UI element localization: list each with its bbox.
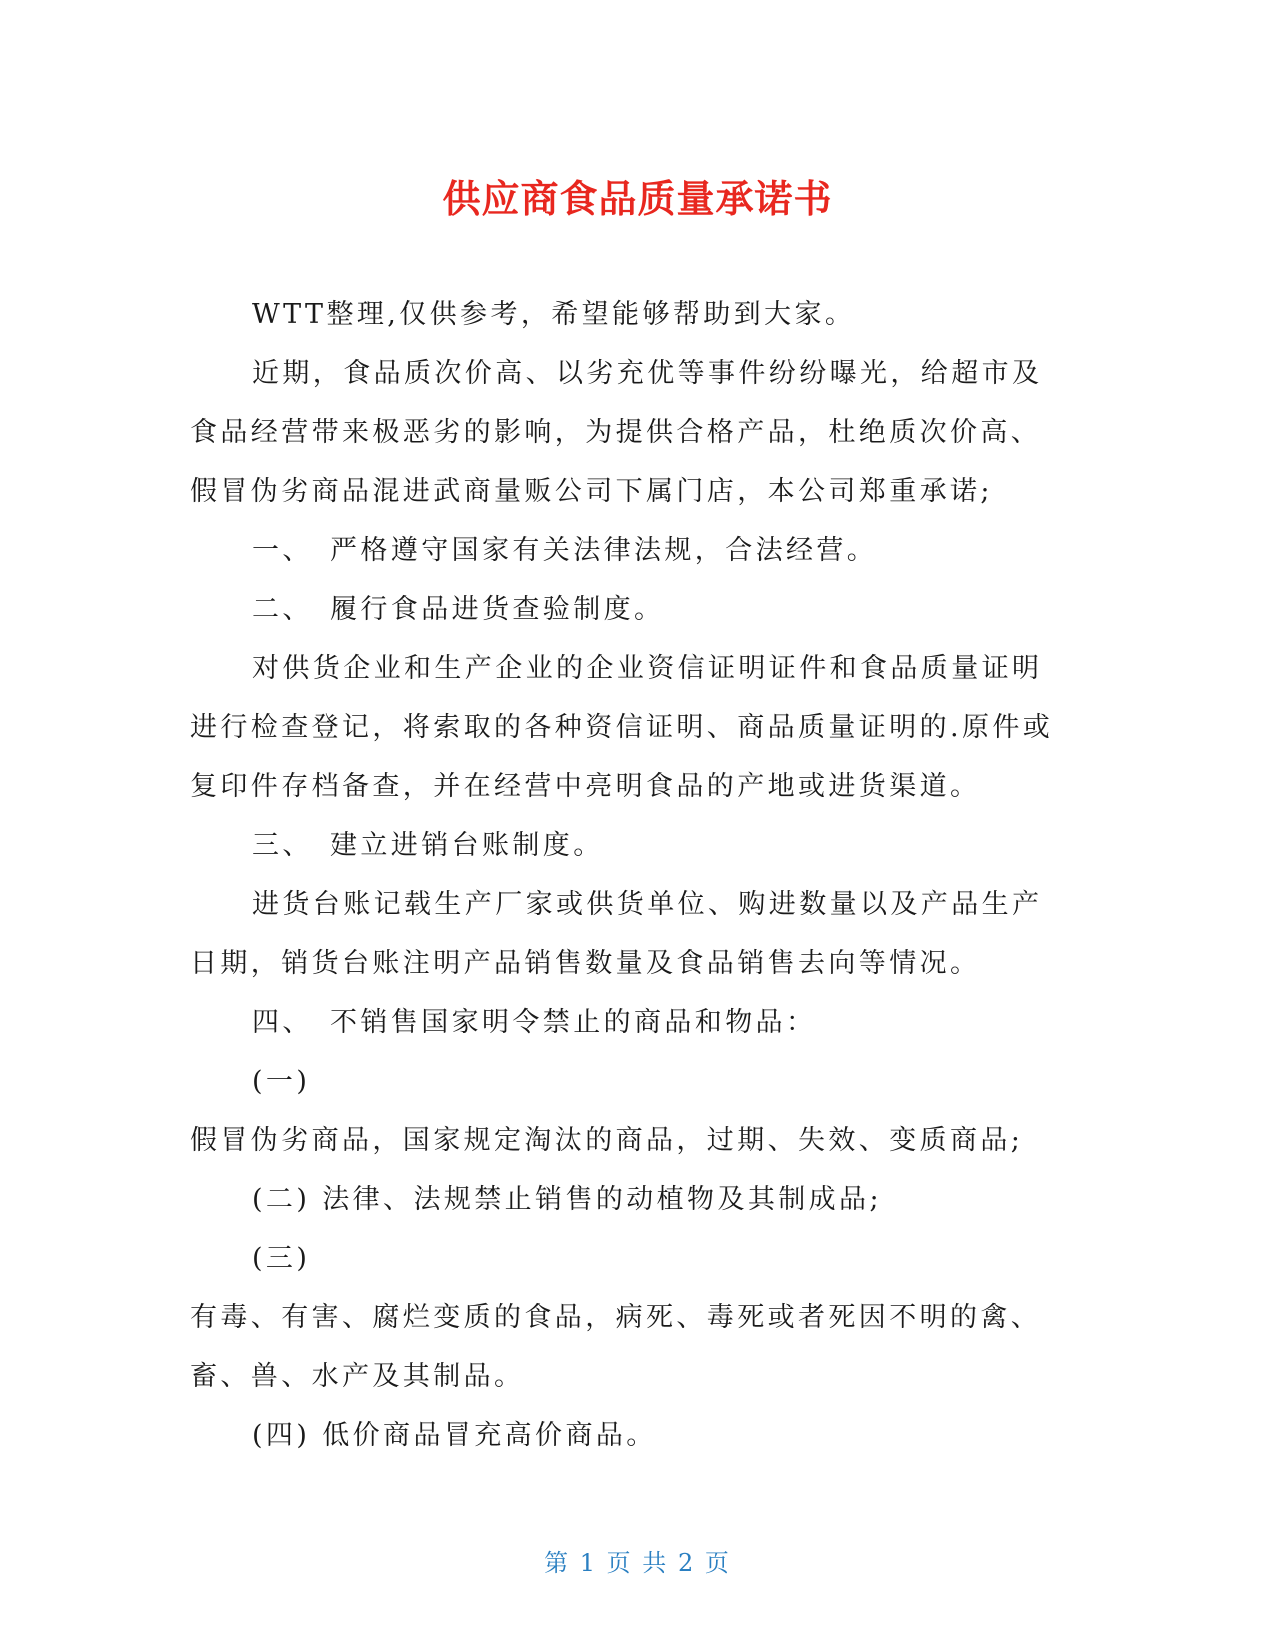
numbered-item — [190, 1003, 1090, 1062]
paragraph-line: (四) 低价商品冒充高价商品。 — [252, 1420, 657, 1451]
paragraph-line: 进货台账记载生产厂家或供货单位、购进数量以及产品生产 — [252, 889, 1043, 920]
paragraph-line: WTT整理,仅供参考，希望能够帮助到大家。 — [252, 299, 856, 330]
paragraph-line: 假冒伪劣商品，国家规定淘汰的商品，过期、失效、变质商品; — [190, 1125, 1024, 1156]
item-number: 四、 — [252, 1007, 313, 1038]
item-text: 履行食品进货查验制度。 — [330, 594, 665, 625]
paragraph-line: 食品经营带来极恶劣的影响，为提供合格产品，杜绝质次价高、 — [190, 417, 1042, 448]
paragraph-line: 复印件存档备查，并在经营中亮明食品的产地或进货渠道。 — [190, 771, 981, 802]
paragraph-line: (二) 法律、法规禁止销售的动植物及其制成品; — [252, 1184, 882, 1215]
paragraph-line: 进行检查登记，将索取的各种资信证明、商品质量证明的.原件或 — [190, 712, 1054, 743]
numbered-item — [190, 590, 1090, 649]
item-number: 二、 — [252, 594, 313, 625]
paragraph-line: 日期，销货台账注明产品销售数量及食品销售去向等情况。 — [190, 948, 981, 979]
page-footer: 第 1 页 共 2 页 — [544, 1549, 731, 1577]
numbered-item — [190, 826, 1090, 885]
item-text: 建立进销台账制度。 — [330, 830, 604, 861]
numbered-item — [190, 531, 1090, 590]
item-number: 三、 — [252, 830, 313, 861]
paragraph-line: 对供货企业和生产企业的企业资信证明证件和食品质量证明 — [252, 653, 1043, 684]
paragraph-line: 畜、兽、水产及其制品。 — [190, 1361, 525, 1392]
paragraph-line: 近期，食品质次价高、以劣充优等事件纷纷曝光，给超市及 — [252, 358, 1043, 389]
document-body — [190, 295, 1090, 1475]
document-title: 供应商食品质量承诺书 — [442, 177, 833, 221]
item-text: 不销售国家明令禁止的商品和物品： — [330, 1007, 817, 1038]
item-number: 一、 — [252, 535, 313, 566]
paragraph-line: 假冒伪劣商品混进武商量贩公司下属门店，本公司郑重承诺; — [190, 476, 993, 507]
paragraph-line: (三) — [252, 1243, 311, 1274]
item-text: 严格遵守国家有关法律法规，合法经营。 — [330, 535, 878, 566]
paragraph-line: (一) — [252, 1066, 311, 1097]
paragraph-line: 有毒、有害、腐烂变质的食品，病死、毒死或者死因不明的禽、 — [190, 1302, 1042, 1333]
